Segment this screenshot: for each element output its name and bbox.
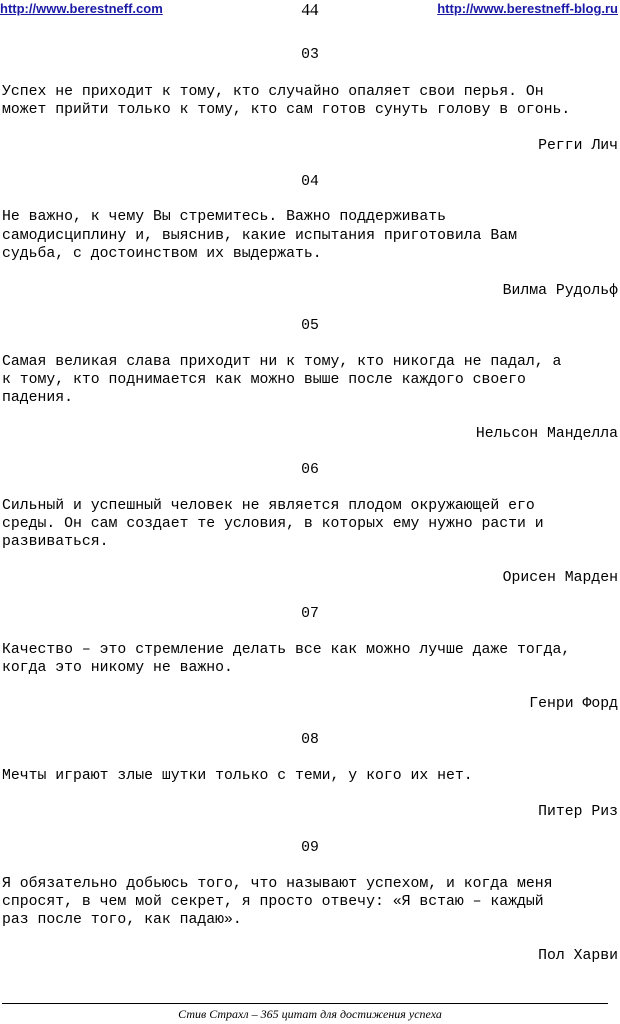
quote-text-line: Не важно, к чему Вы стремитесь. Важно поддерживать [2,209,446,225]
quote-text-line: самодисциплину и, выяснив, какие испытания приготовила Вам [2,228,518,244]
quote-text-line: Я обязательно добьюсь того, что называют успехом, и когда меня [2,876,553,892]
footer-book-title: Стив Страхл – 365 цитат для достижения успеха [178,1007,442,1021]
quote-text-line: Успех не приходит к тому, кто случайно опаляет свои перья. Он [2,84,544,100]
quote-number: 09 [301,840,319,856]
quote-author: Пол Харви [538,948,618,964]
quote-number: 05 [301,318,319,334]
quote-text-line: когда это никому не важно. [2,660,233,676]
quote-author: Генри Форд [529,696,618,712]
quote-text-line: падения. [2,390,74,406]
quote-number: 04 [301,174,319,190]
quote-author: Питер Риз [538,804,618,820]
quote-text-line: спросят, в чем мой секрет, я просто отвечу: «Я встаю – каждый [2,894,544,910]
quote-number: 08 [301,732,319,748]
quote-text-line: Мечты играют злые шутки только с теми, у кого их нет. [2,768,473,784]
berestneff-blog-link[interactable]: http://www.berestneff-blog.ru [437,1,618,16]
quote-text-line: Сильный и успешный человек не является плодом окружающей его [2,498,535,514]
quote-text-line: среды. Он сам создает те условия, в которых ему нужно расти и [2,516,544,532]
quote-text-line: раз после того, как падаю». [2,912,242,928]
quote-text-line: развиваться. [2,534,109,550]
quote-text-line: может прийти только к тому, кто сам готов сунуть голову в огонь. [2,102,571,118]
quote-number: 03 [301,47,319,63]
footer-divider [2,1003,608,1004]
quote-number: 06 [301,462,319,478]
quote-text-line: Качество – это стремление делать все как можно лучше даже тогда, [2,642,571,658]
quote-author: Регги Лич [538,138,618,154]
quote-text-line: Самая великая слава приходит ни к тому, кто никогда не падал, а [2,354,562,370]
quote-author: Вилма Рудольф [502,283,618,299]
berestneff-site-link[interactable]: http://www.berestneff.com [0,1,163,16]
quote-text-line: судьба, с достоинством их выдержать. [2,246,322,262]
quote-author: Орисен Марден [502,570,618,586]
page-number: 44 [301,0,319,19]
quote-text-line: к тому, кто поднимается как можно выше после каждого своего [2,372,526,388]
quote-author: Нельсон Манделла [475,426,618,442]
quote-number: 07 [301,606,319,622]
